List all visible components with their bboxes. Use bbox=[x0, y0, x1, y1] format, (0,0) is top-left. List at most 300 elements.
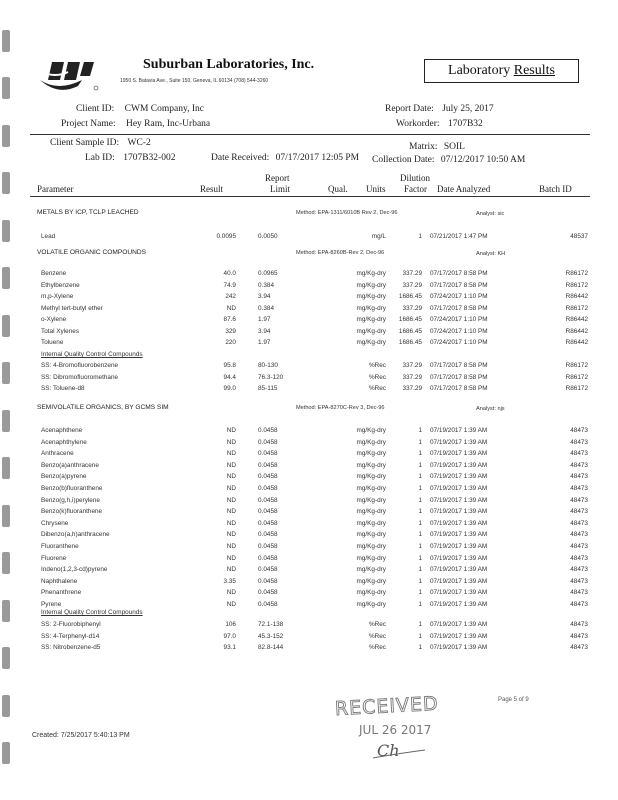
workorder-value: 1707B32 bbox=[447, 119, 483, 129]
parameter-name: o-Xylene bbox=[41, 316, 67, 323]
result-value: 93.1 bbox=[223, 644, 236, 652]
result-value: ND bbox=[226, 519, 236, 527]
collection-date-label: Collection Date: bbox=[372, 155, 435, 165]
workorder-row bbox=[396, 119, 483, 129]
page-number: Page 5 of 9 bbox=[498, 697, 529, 703]
date-analyzed: 07/19/2017 1:39 AM bbox=[430, 473, 488, 481]
dilution-factor: 1 bbox=[418, 632, 422, 640]
table-row bbox=[0, 439, 618, 450]
table-row bbox=[0, 427, 618, 438]
units-value: mg/Kg-dry bbox=[356, 519, 386, 527]
company-address: 1950 S. Batavia Ave., Suite 150, Geneva, IL 60134 (708) 544-3260 bbox=[120, 78, 269, 84]
parameter-name: Fluorene bbox=[41, 554, 67, 562]
batch-id: R86442 bbox=[565, 293, 588, 300]
binder-hole bbox=[2, 77, 10, 99]
units-value: %Rec bbox=[368, 385, 386, 392]
batch-id: R86442 bbox=[565, 339, 588, 346]
dilution-factor: 1686.45 bbox=[398, 339, 422, 346]
parameter-name: Anthracene bbox=[41, 450, 74, 458]
dilution-factor: 1 bbox=[418, 554, 422, 562]
result-value: 87.6 bbox=[223, 316, 236, 323]
result-value: 74.9 bbox=[223, 281, 236, 289]
batch-id: 48473 bbox=[570, 508, 588, 516]
binder-hole bbox=[2, 125, 10, 147]
suburban-logo-icon bbox=[38, 58, 100, 92]
date-analyzed: 07/21/2017 1:47 PM bbox=[430, 233, 488, 240]
col-header-parameter: Parameter bbox=[37, 184, 74, 194]
col-header-batch-id: Batch ID bbox=[539, 184, 572, 194]
stamp-date: JUL 26 2017 bbox=[359, 723, 432, 737]
date-analyzed: 07/24/2017 1:10 PM bbox=[430, 327, 488, 335]
result-value: ND bbox=[226, 438, 236, 446]
batch-id: 48473 bbox=[570, 519, 588, 527]
report-limit: 0.0458 bbox=[258, 566, 278, 574]
batch-id: 48537 bbox=[570, 233, 588, 240]
result-value: 329 bbox=[225, 327, 236, 335]
parameter-name: Benzo(k)fluoranthene bbox=[41, 508, 103, 516]
qc-label-svoc: Internal Quality Control Compounds bbox=[41, 609, 143, 616]
col-header-factor: Factor bbox=[404, 184, 427, 194]
units-value: %Rec bbox=[368, 621, 386, 628]
result-value: ND bbox=[226, 473, 236, 481]
units-value: mg/Kg-dry bbox=[356, 293, 386, 300]
project-value: Hey Ram, Inc-Urbana bbox=[125, 119, 211, 129]
dilution-factor: 337.29 bbox=[402, 385, 422, 392]
company-name: Suburban Laboratories, Inc. bbox=[143, 57, 315, 72]
date-analyzed: 07/19/2017 1:39 AM bbox=[430, 438, 488, 446]
stamp-received-word: RECEIVED bbox=[334, 692, 440, 721]
report-limit: 0.0458 bbox=[258, 450, 278, 458]
analyst-voc: Analyst: KH bbox=[476, 251, 506, 257]
parameter-name: SS: Toluene-d8 bbox=[41, 385, 85, 392]
report-limit: 80-130 bbox=[258, 362, 278, 369]
report-limit: 0.384 bbox=[258, 281, 274, 289]
date-analyzed: 07/24/2017 1:10 PM bbox=[430, 293, 488, 300]
table-row bbox=[0, 566, 618, 577]
dilution-factor: 337.29 bbox=[402, 281, 422, 289]
date-analyzed: 07/17/2017 8:58 PM bbox=[430, 373, 488, 381]
table-row bbox=[0, 293, 618, 304]
table-row bbox=[0, 508, 618, 519]
col-header-date-analyzed: Date Analyzed bbox=[437, 184, 491, 194]
units-value: mg/Kg-dry bbox=[356, 496, 386, 504]
binder-hole bbox=[2, 30, 10, 52]
table-row bbox=[0, 362, 618, 373]
date-analyzed: 07/17/2017 8:58 PM bbox=[430, 270, 488, 277]
result-value: 99.0 bbox=[223, 385, 236, 392]
lab-id-value: 1707B32-002 bbox=[123, 153, 176, 163]
batch-id: R86442 bbox=[565, 316, 588, 323]
binder-hole bbox=[2, 172, 10, 194]
binder-holes bbox=[0, 0, 12, 800]
table-row bbox=[0, 450, 618, 461]
parameter-name: SS: Nitrobenzene-d5 bbox=[41, 644, 101, 652]
result-value: ND bbox=[226, 508, 236, 516]
units-value: mg/Kg-dry bbox=[356, 531, 386, 539]
header-divider bbox=[30, 134, 590, 135]
units-value: mg/Kg-dry bbox=[356, 450, 386, 458]
dilution-factor: 1 bbox=[418, 496, 422, 504]
client-id-label: Client ID: bbox=[76, 104, 115, 114]
table-row bbox=[0, 316, 618, 327]
parameter-name: Toluene bbox=[41, 339, 64, 346]
parameter-name: Naphthalene bbox=[41, 577, 78, 585]
dilution-factor: 1 bbox=[418, 589, 422, 597]
dilution-factor: 1 bbox=[418, 450, 422, 458]
dilution-factor: 1686.45 bbox=[398, 327, 422, 335]
report-limit: 1.97 bbox=[258, 339, 271, 346]
report-limit: 0.384 bbox=[258, 304, 274, 312]
units-value: %Rec bbox=[368, 362, 386, 369]
batch-id: 48473 bbox=[570, 531, 588, 539]
date-analyzed: 07/19/2017 1:39 AM bbox=[430, 554, 488, 562]
date-analyzed: 07/19/2017 1:39 AM bbox=[430, 508, 488, 516]
units-value: mg/Kg-dry bbox=[356, 601, 386, 608]
units-value: mg/Kg-dry bbox=[356, 566, 386, 574]
batch-id: 48473 bbox=[570, 427, 588, 434]
table-row bbox=[0, 543, 618, 554]
date-analyzed: 07/19/2017 1:39 AM bbox=[430, 450, 488, 458]
table-row bbox=[0, 339, 618, 350]
result-value: ND bbox=[226, 461, 236, 469]
units-value: %Rec bbox=[368, 373, 386, 381]
client-id-row bbox=[76, 104, 204, 114]
batch-id: 48473 bbox=[570, 543, 588, 550]
table-row bbox=[0, 282, 618, 293]
dilution-factor: 1 bbox=[418, 601, 422, 608]
dilution-factor: 1686.45 bbox=[398, 293, 422, 300]
table-row bbox=[0, 473, 618, 484]
result-value: 40.0 bbox=[223, 270, 236, 277]
batch-id: 48473 bbox=[570, 554, 588, 562]
sample-id-label: Client Sample ID: bbox=[50, 138, 120, 148]
units-value: mg/Kg-dry bbox=[356, 485, 386, 492]
dilution-factor: 1 bbox=[418, 531, 422, 539]
batch-id: 48473 bbox=[570, 589, 588, 597]
units-value: mg/Kg-dry bbox=[356, 438, 386, 446]
report-limit: 0.0458 bbox=[258, 427, 278, 434]
report-limit: 0.0965 bbox=[258, 270, 278, 277]
analyst-svoc: Analyst: njs bbox=[476, 406, 505, 412]
parameter-name: SS: Dibromofluoromethane bbox=[41, 373, 119, 381]
date-analyzed: 07/19/2017 1:39 AM bbox=[430, 531, 488, 539]
result-value: ND bbox=[226, 496, 236, 504]
col-header-report: Report bbox=[265, 173, 290, 183]
table-row bbox=[0, 233, 618, 244]
batch-id: 48473 bbox=[570, 473, 588, 481]
sample-id-row bbox=[50, 138, 151, 148]
parameter-name: SS: 4-Bromofluorobenzene bbox=[41, 362, 119, 369]
units-value: %Rec bbox=[368, 632, 386, 640]
units-value: mg/Kg-dry bbox=[356, 304, 386, 312]
date-analyzed: 07/19/2017 1:39 AM bbox=[430, 589, 488, 597]
batch-id: 48473 bbox=[570, 632, 588, 640]
matrix-label: Matrix: bbox=[409, 142, 438, 152]
parameter-name: Benzene bbox=[41, 270, 67, 277]
report-limit: 0.0458 bbox=[258, 577, 278, 585]
dilution-factor: 1 bbox=[418, 519, 422, 527]
dilution-factor: 1 bbox=[418, 473, 422, 481]
date-analyzed: 07/19/2017 1:39 AM bbox=[430, 519, 488, 527]
units-value: mg/Kg-dry bbox=[356, 316, 386, 323]
date-analyzed: 07/17/2017 8:58 PM bbox=[430, 362, 488, 369]
report-limit: 0.0458 bbox=[258, 438, 278, 446]
sample-id-value: WC-2 bbox=[127, 138, 151, 148]
qc-label-voc: Internal Quality Control Compounds bbox=[41, 351, 143, 358]
dilution-factor: 1 bbox=[418, 427, 422, 434]
dilution-factor: 337.29 bbox=[402, 362, 422, 369]
batch-id: 48473 bbox=[570, 644, 588, 652]
report-limit: 45.3-152 bbox=[258, 632, 284, 640]
batch-id: 48473 bbox=[570, 438, 588, 446]
parameter-name: Dibenzo(a,h)anthracene bbox=[41, 531, 110, 539]
collection-date-value: 07/12/2017 10:50 AM bbox=[440, 155, 526, 165]
report-limit: 0.0458 bbox=[258, 461, 278, 469]
report-limit: 0.0458 bbox=[258, 601, 278, 608]
table-row bbox=[0, 531, 618, 542]
table-row bbox=[0, 555, 618, 566]
batch-id: R86172 bbox=[565, 270, 588, 277]
batch-id: 48473 bbox=[570, 621, 588, 628]
units-value: mg/Kg-dry bbox=[356, 589, 386, 597]
batch-id: 48473 bbox=[570, 577, 588, 585]
parameter-name: Methyl tert-butyl ether bbox=[41, 304, 103, 312]
result-value: ND bbox=[226, 589, 236, 597]
result-value: ND bbox=[226, 531, 236, 539]
date-analyzed: 07/19/2017 1:39 AM bbox=[430, 577, 488, 585]
col-header-dilution: Dilution bbox=[400, 173, 431, 183]
dilution-factor: 1 bbox=[418, 644, 422, 652]
matrix-row bbox=[409, 142, 465, 152]
result-value: 94.4 bbox=[223, 373, 236, 381]
parameter-name: Benzo(g,h,i)perylene bbox=[41, 496, 100, 504]
date-analyzed: 07/19/2017 1:39 AM bbox=[430, 621, 488, 628]
result-value: 106 bbox=[225, 621, 236, 628]
result-value: 0.0095 bbox=[216, 233, 236, 240]
date-analyzed: 07/17/2017 8:58 PM bbox=[430, 385, 488, 392]
col-header-result: Result bbox=[200, 184, 224, 194]
created-timestamp: Created: 7/25/2017 5:40:13 PM bbox=[32, 732, 130, 739]
date-analyzed: 07/19/2017 1:39 AM bbox=[430, 543, 488, 550]
parameter-name: Benzo(a)pyrene bbox=[41, 473, 87, 481]
date-analyzed: 07/19/2017 1:39 AM bbox=[430, 461, 488, 469]
date-analyzed: 07/24/2017 1:10 PM bbox=[430, 316, 488, 323]
result-value: ND bbox=[226, 543, 236, 550]
document-title-box bbox=[424, 59, 579, 83]
dilution-factor: 1 bbox=[418, 485, 422, 492]
date-analyzed: 07/19/2017 1:39 AM bbox=[430, 566, 488, 574]
report-limit: 0.0050 bbox=[258, 233, 278, 240]
units-value: mg/Kg-dry bbox=[356, 339, 386, 346]
batch-id: 48473 bbox=[570, 601, 588, 608]
dilution-factor: 1 bbox=[418, 508, 422, 516]
method-metals: Method: EPA-1311/6010B Rev 2, Dec-96 bbox=[296, 210, 398, 216]
parameter-name: Lead bbox=[41, 233, 56, 240]
units-value: mg/Kg-dry bbox=[356, 473, 386, 481]
result-value: 220 bbox=[225, 339, 236, 346]
analyst-metals: Analyst: sic bbox=[476, 211, 505, 217]
result-value: ND bbox=[226, 304, 236, 312]
parameter-name: Indeno(1,2,3-cd)pyrene bbox=[41, 566, 108, 574]
date-analyzed: 07/24/2017 1:10 PM bbox=[430, 339, 488, 346]
units-value: mg/Kg-dry bbox=[356, 270, 386, 277]
result-value: ND bbox=[226, 601, 236, 608]
table-row bbox=[0, 578, 618, 589]
date-analyzed: 07/19/2017 1:39 AM bbox=[430, 485, 488, 492]
table-row bbox=[0, 621, 618, 632]
batch-id: R86172 bbox=[565, 304, 588, 312]
report-date-value: July 25, 2017 bbox=[442, 104, 494, 114]
batch-id: 48473 bbox=[570, 496, 588, 504]
table-row bbox=[0, 374, 618, 385]
report-date-row bbox=[385, 104, 494, 114]
dilution-factor: 1 bbox=[418, 461, 422, 469]
col-header-units: Units bbox=[366, 184, 386, 194]
parameter-name: Pyrene bbox=[41, 601, 62, 608]
collection-date-row bbox=[372, 155, 525, 165]
dilution-factor: 337.29 bbox=[402, 304, 422, 312]
project-label: Project Name: bbox=[61, 119, 116, 129]
table-row bbox=[0, 497, 618, 508]
table-row bbox=[0, 462, 618, 473]
dilution-factor: 337.29 bbox=[402, 270, 422, 277]
report-limit: 0.0458 bbox=[258, 496, 278, 504]
table-row bbox=[0, 520, 618, 531]
report-limit: 0.0458 bbox=[258, 508, 278, 516]
table-row bbox=[0, 305, 618, 316]
report-limit: 1.97 bbox=[258, 316, 271, 323]
matrix-value: SOIL bbox=[443, 142, 465, 152]
parameter-name: Phenanthrene bbox=[41, 589, 82, 597]
dilution-factor: 1 bbox=[418, 577, 422, 585]
report-limit: 0.0458 bbox=[258, 519, 278, 527]
date-analyzed: 07/17/2017 8:58 PM bbox=[430, 281, 488, 289]
binder-hole bbox=[2, 695, 10, 717]
units-value: mg/Kg-dry bbox=[356, 461, 386, 469]
date-analyzed: 07/19/2017 1:39 AM bbox=[430, 601, 488, 608]
lab-id-label: Lab ID: bbox=[85, 153, 115, 163]
units-value: mg/Kg-dry bbox=[356, 508, 386, 516]
table-row bbox=[0, 270, 618, 281]
parameter-name: Fluoranthene bbox=[41, 543, 79, 550]
result-value: 3.35 bbox=[223, 577, 236, 585]
dilution-factor: 337.29 bbox=[402, 373, 422, 381]
result-value: 242 bbox=[225, 293, 236, 300]
date-analyzed: 07/19/2017 1:39 AM bbox=[430, 496, 488, 504]
col-header-limit: Limit bbox=[270, 184, 290, 194]
result-value: ND bbox=[226, 566, 236, 574]
units-value: mg/Kg-dry bbox=[356, 327, 386, 335]
report-limit: 0.0458 bbox=[258, 473, 278, 481]
dilution-factor: 1 bbox=[418, 543, 422, 550]
report-limit: 85-115 bbox=[258, 385, 278, 392]
binder-hole bbox=[2, 742, 10, 764]
batch-id: R86172 bbox=[565, 373, 588, 381]
dilution-factor: 1 bbox=[418, 233, 422, 240]
units-value: mg/Kg-dry bbox=[356, 427, 386, 434]
batch-id: R86172 bbox=[565, 385, 588, 392]
batch-id: 48473 bbox=[570, 450, 588, 458]
parameter-name: m,p-Xylene bbox=[41, 293, 74, 300]
units-value: mg/Kg-dry bbox=[356, 577, 386, 585]
parameter-name: Chrysene bbox=[41, 519, 69, 527]
column-header-divider bbox=[30, 196, 590, 197]
parameter-name: Total Xylenes bbox=[41, 327, 80, 335]
report-date-label: Report Date: bbox=[385, 104, 434, 114]
units-value: mg/Kg-dry bbox=[356, 554, 386, 562]
parameter-name: Benzo(a)anthracene bbox=[41, 461, 99, 469]
report-limit: 0.0458 bbox=[258, 543, 278, 550]
received-stamp bbox=[325, 690, 480, 765]
dilution-factor: 1 bbox=[418, 438, 422, 446]
batch-id: 48473 bbox=[570, 566, 588, 574]
report-limit: 0.0458 bbox=[258, 554, 278, 562]
parameter-name: Acenaphthene bbox=[41, 427, 83, 434]
batch-id: R86172 bbox=[565, 362, 588, 369]
parameter-name: SS: 4-Terphenyl-d14 bbox=[41, 632, 100, 640]
result-value: ND bbox=[226, 450, 236, 458]
date-analyzed: 07/19/2017 1:39 AM bbox=[430, 632, 488, 640]
dilution-factor: 1 bbox=[418, 566, 422, 574]
date-received-row bbox=[211, 153, 359, 163]
date-analyzed: 07/17/2017 8:58 PM bbox=[430, 304, 488, 312]
result-value: 97.0 bbox=[223, 632, 236, 640]
table-row bbox=[0, 644, 618, 655]
report-limit: 0.0458 bbox=[258, 485, 278, 492]
section-title-voc: VOLATILE ORGANIC COMPOUNDS bbox=[37, 249, 147, 256]
result-value: ND bbox=[226, 427, 236, 434]
date-analyzed: 07/19/2017 1:39 AM bbox=[430, 427, 488, 434]
method-voc: Method: EPA-8260B-Rev 2, Dec-96 bbox=[296, 250, 385, 256]
table-row bbox=[0, 589, 618, 600]
result-value: 95.8 bbox=[223, 362, 236, 369]
units-value: mg/Kg-dry bbox=[356, 281, 386, 289]
lab-id-row bbox=[85, 153, 175, 163]
col-header-qual: Qual. bbox=[328, 184, 348, 194]
units-value: mg/Kg-dry bbox=[356, 543, 386, 550]
report-limit: 0.0458 bbox=[258, 531, 278, 539]
report-limit: 72.1-138 bbox=[258, 621, 284, 628]
stamp-initials: Ch bbox=[377, 741, 400, 760]
date-received-label: Date Received: bbox=[211, 153, 270, 163]
report-limit: 0.0458 bbox=[258, 589, 278, 597]
table-row bbox=[0, 385, 618, 396]
units-value: mg/L bbox=[371, 233, 386, 240]
batch-id: R86442 bbox=[565, 327, 588, 335]
parameter-name: SS: 2-Fluorobiphenyl bbox=[41, 621, 101, 628]
title-word-results: Results bbox=[513, 63, 555, 78]
report-limit: 3.94 bbox=[258, 327, 271, 335]
batch-id: 48473 bbox=[570, 485, 588, 492]
project-row bbox=[61, 119, 210, 129]
date-analyzed: 07/19/2017 1:39 AM bbox=[430, 644, 488, 652]
batch-id: R86172 bbox=[565, 281, 588, 289]
section-title-svoc: SEMIVOLATILE ORGANICS, BY GCMS SIM bbox=[37, 404, 169, 411]
result-value: ND bbox=[226, 485, 236, 492]
units-value: %Rec bbox=[368, 644, 386, 652]
dilution-factor: 1 bbox=[418, 621, 422, 628]
section-title-metals: METALS BY ICP, TCLP LEACHED bbox=[37, 209, 139, 216]
workorder-label: Workorder: bbox=[396, 119, 440, 129]
report-limit: 76.3-120 bbox=[258, 373, 284, 381]
report-limit: 82.8-144 bbox=[258, 644, 284, 652]
table-row bbox=[0, 633, 618, 644]
dilution-factor: 1686.45 bbox=[398, 316, 422, 323]
table-row bbox=[0, 485, 618, 496]
client-id-value: CWM Company, Inc bbox=[124, 104, 204, 114]
parameter-name: Acenaphthylene bbox=[41, 438, 87, 446]
report-limit: 3.94 bbox=[258, 293, 271, 300]
